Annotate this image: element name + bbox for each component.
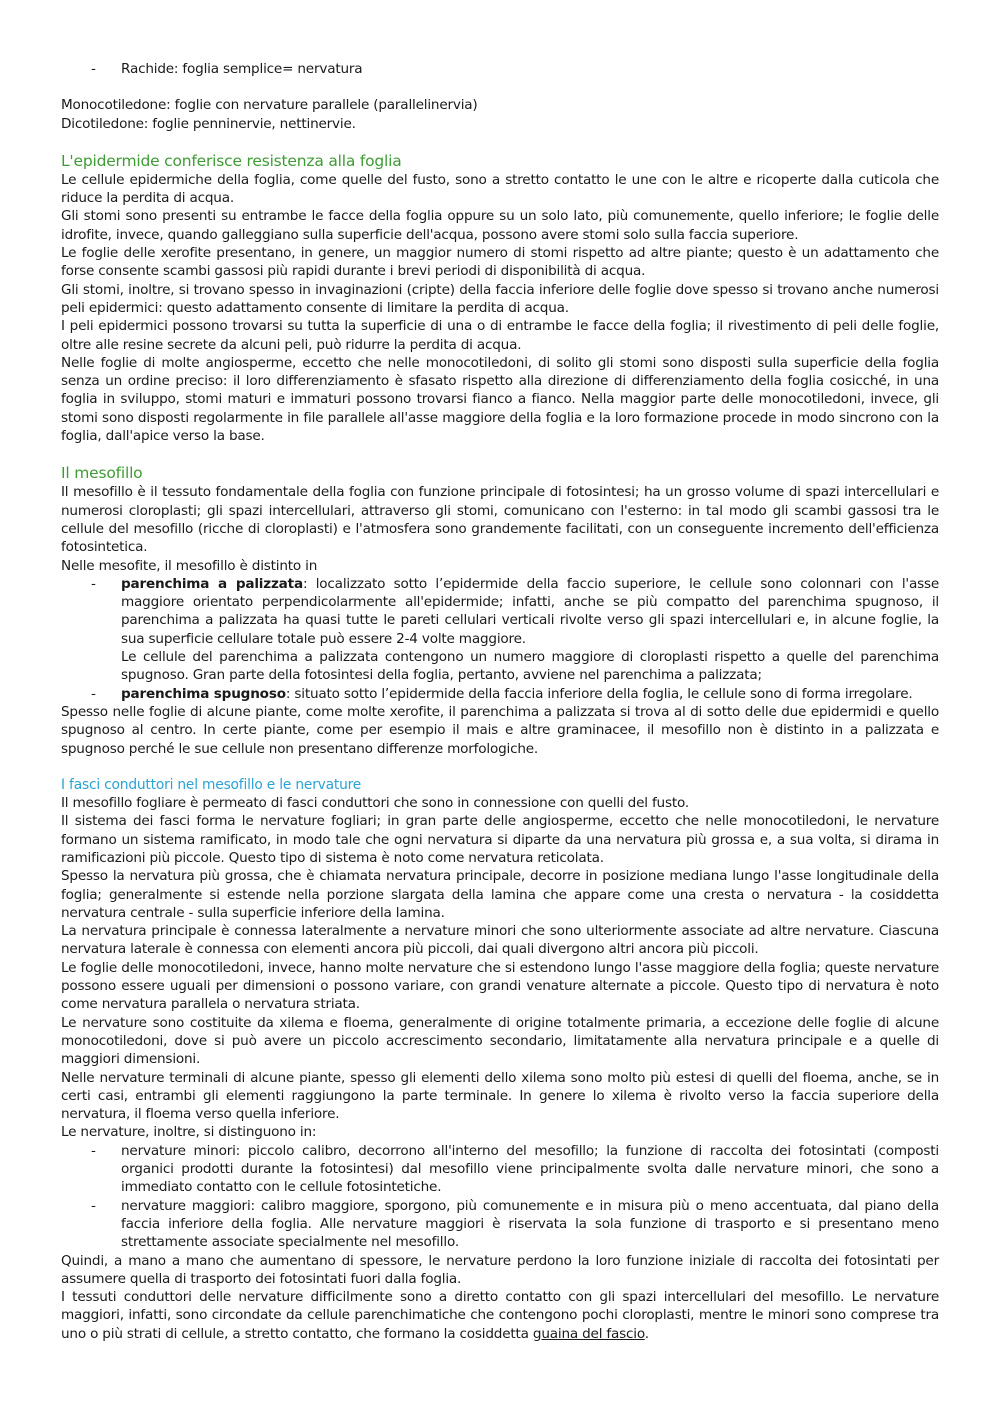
paragraph: Il mesofillo è il tessuto fondamentale della foglia con funzione principale di fotosintesi; ha un grosso volume di spazi intercellulari e numerosi cloroplasti; gli spazi intercellulari, attraverso gli stomi, comunicano con l'esterno: in tal modo gli scambi gassosi tra le cellule del mesofillo (ricche di cloroplasti) e l'atmosfera sono grandemente facilitati, con un conseguente incremento dell'efficienza fotosintetica.	[61, 484, 939, 556]
list-item-text: : situato sotto l’epidermide della faccia inferiore della foglia, le cellule sono di forma irregolare.	[285, 685, 913, 702]
list-item: - Rachide: foglia semplice= nervatura	[61, 60, 939, 78]
paragraph: La nervatura principale è connessa lateralmente a nervature minori che sono ulteriormente associate ad altre nervature. Ciascuna nervatura laterale è connessa con elementi ancora più piccoli, dai quali divergono altri ancora più piccoli.	[61, 923, 939, 958]
intro-line: Dicotiledone: foglie penninervie, nettinervie.	[61, 115, 356, 132]
paragraph-text: I tessuti conduttori delle nervature difficilmente sono a diretto contatto con gli spazi intercellulari del mesofillo. Le nervature maggiori, infatti, sono circondate da cellule parenchimatiche che contengono pochi cloroplasti, mentre le minori sono comprese tra uno o più strati di cellule, a stretto contatto, che formano la cosiddetta	[61, 1289, 939, 1342]
paragraph: Il sistema dei fasci forma le nervature fogliari; in gran parte delle angiosperme, eccetto che nelle monocotiledoni, le nervature formano un sistema ramificato, in modo tale che ogni nervatura si diparte da una nervatura più grossa e, a sua volta, si dirama in ramificazioni più piccole. Questo tipo di sistema è noto come nervatura reticolata.	[61, 813, 939, 866]
section-heading: Il mesofillo	[61, 464, 143, 483]
intro-line: Monocotiledone: foglie con nervature parallele (parallelinervia)	[61, 97, 478, 114]
paragraph	[61, 1288, 939, 1343]
list-item: - nervature minori: piccolo calibro, decorrono all'interno del mesofillo; la funzione di raccolta dei fotosintati (composti organici prodotti durante la fotosintesi) dal mesofillo viene principalmente svolta dalle nervature minori, che sono a immediato contatto con le cellule fotosintetiche.	[61, 1142, 939, 1197]
paragraph-end: .	[644, 1325, 649, 1342]
section-heading: L'epidermide conferisce resistenza alla foglia	[61, 151, 402, 170]
paragraph: Le nervature, inoltre, si distinguono in:	[61, 1124, 317, 1141]
list-item: - nervature maggiori: calibro maggiore, sporgono, più comunemente e in misura più o meno accentuata, dal piano della faccia inferiore della foglia. Alle nervature maggiori è riservata la sola funzione di trasporto e si presentano meno strettamente associate specialmente nel mesofillo.	[61, 1197, 939, 1252]
paragraph: Il mesofillo fogliare è permeato di fasci conduttori che sono in connessione con quelli del fusto.	[61, 795, 689, 812]
list-item	[61, 685, 939, 703]
paragraph: Le cellule epidermiche della foglia, come quelle del fusto, sono a stretto contatto le une con le altre e ricoperte dalla cuticola che riduce la perdita di acqua.	[61, 171, 939, 207]
paragraph: Quindi, a mano a mano che aumentano di spessore, le nervature perdono la loro funzione iniziale di raccolta dei fotosintati per assumere quella di trasporto dei fotosintati fuori dalla foglia.	[61, 1252, 939, 1287]
nervature-list	[61, 1142, 939, 1252]
paragraph: Spesso la nervatura più grossa, che è chiamata nervatura principale, decorre in posizione mediana lungo l'asse longitudinale della foglia; generalmente si estende nella porzione slargata della lamina che appare come una cresta o nervatura - la cosiddetta nervatura centrale - sulla superficie inferiore della lamina.	[61, 868, 939, 921]
paragraph: I peli epidermici possono trovarsi su tutta la superficie di una o di entrambe le facce della foglia; il rivestimento di peli delle foglie, oltre alle resine secrete da alcuni peli, può ridurre la perdita di acqua.	[61, 318, 939, 353]
list-item-text: : localizzato sotto l’epidermide della faccio superiore, le cellule sono colonnari con l'asse maggiore orientato perpendicolarmente all'epidermide; infatti, anche se più compatto del parenchima spugnoso, il parenchima a palizzata ha quasi tutte le pareti cellulari verticali rivolte verso gli spazi intercellulari e, in alcune foglie, la sua superficie cellulare totale può essere 2-4 volte maggiore.	[121, 575, 940, 647]
term-bold: parenchima spugnoso	[121, 685, 286, 702]
list-item	[61, 575, 939, 685]
paragraph: Nelle nervature terminali di alcune piante, spesso gli elementi dello xilema sono molto più estesi di quelli del floema, anche, se in certi casi, entrambi gli elementi raggiungono la parte terminale. In genere lo xilema è rivolto verso la faccia superiore della nervatura, il floema verso quella inferiore.	[61, 1069, 939, 1123]
paragraph: Le foglie delle monocotiledoni, invece, hanno molte nervature che si estendono lungo l'asse maggiore della foglia; queste nervature possono essere uguali per dimensioni o possono variare, con grandi venature alternate a piccole. Questo tipo di nervatura è noto come nervatura parallela o nervatura striata.	[61, 959, 939, 1013]
paragraph: Nelle mesofite, il mesofillo è distinto in	[61, 557, 318, 574]
paragraph: Le foglie delle xerofite presentano, in genere, un maggior numero di stomi rispetto ad altre piante; questo è un adattamento che forse consente scambi gassosi più rapidi durante i brevi periodi di disponibilità di acqua.	[61, 245, 939, 280]
list-item-continuation: Le cellule del parenchima a palizzata contengono un numero maggiore di cloroplasti rispetto a quelle del parenchima spugnoso. Gran parte della fotosintesi della foglia, pertanto, avviene nel parenchima a palizzata;	[121, 649, 939, 684]
paragraph: Le nervature sono costituite da xilema e floema, generalmente di origine totalmente primaria, a eccezione delle foglie di alcune monocotiledoni, dove si può avere un piccolo accrescimento secondario, limitatamente alla nervatura principale e a quelle di maggiori dimensioni.	[61, 1014, 939, 1068]
paragraph: Spesso nelle foglie di alcune piante, come molte xerofite, il parenchima a palizzata si trova al di sotto delle due epidermidi e quello spugnoso al centro. In certe piante, come per esempio il mais e altre graminacee, il mesofillo non è distinto in a palizzata e spugnoso perché le sue cellule non presentano differenze morfologiche.	[61, 703, 939, 757]
paragraph: Nelle foglie di molte angiosperme, eccetto che nelle monocotiledoni, di solito gli stomi sono disposti sulla superficie della foglia senza un ordine preciso: il loro differenziamento è sfasato rispetto alla direzione di differenziamento della foglia cosicché, in una foglia in sviluppo, stomi maturi e immaturi possono trovarsi fianco a fianco. Nella maggior parte delle monocotiledoni, invece, gli stomi sono disposti regolarmente in file parallele all'asse maggiore della foglia e la loro formazione procede in modo sincrono con la foglia, dall'apice verso la base.	[61, 354, 939, 445]
paragraph: Gli stomi sono presenti su entrambe le facce della foglia oppure su un solo lato, più comunemente, quello inferiore; le foglie delle idrofite, invece, quando galleggiano sulla superficie dell'acqua, possono avere stomi solo sulla faccia superiore.	[61, 208, 939, 243]
subsection-heading: I fasci conduttori nel mesofillo e le nervature	[61, 776, 362, 793]
guaina-term-underlined: guaina del fascio	[532, 1325, 645, 1342]
paragraph: Gli stomi, inoltre, si trovano spesso in invaginazioni (cripte) della faccia inferiore delle foglie dove spesso si trovano anche numerosi peli epidermici: questo adattamento consente di limitare la perdita di acqua.	[61, 281, 939, 316]
mesofillo-list	[61, 575, 939, 703]
term-bold: parenchima a palizzata	[121, 575, 303, 592]
top-list	[61, 60, 939, 78]
